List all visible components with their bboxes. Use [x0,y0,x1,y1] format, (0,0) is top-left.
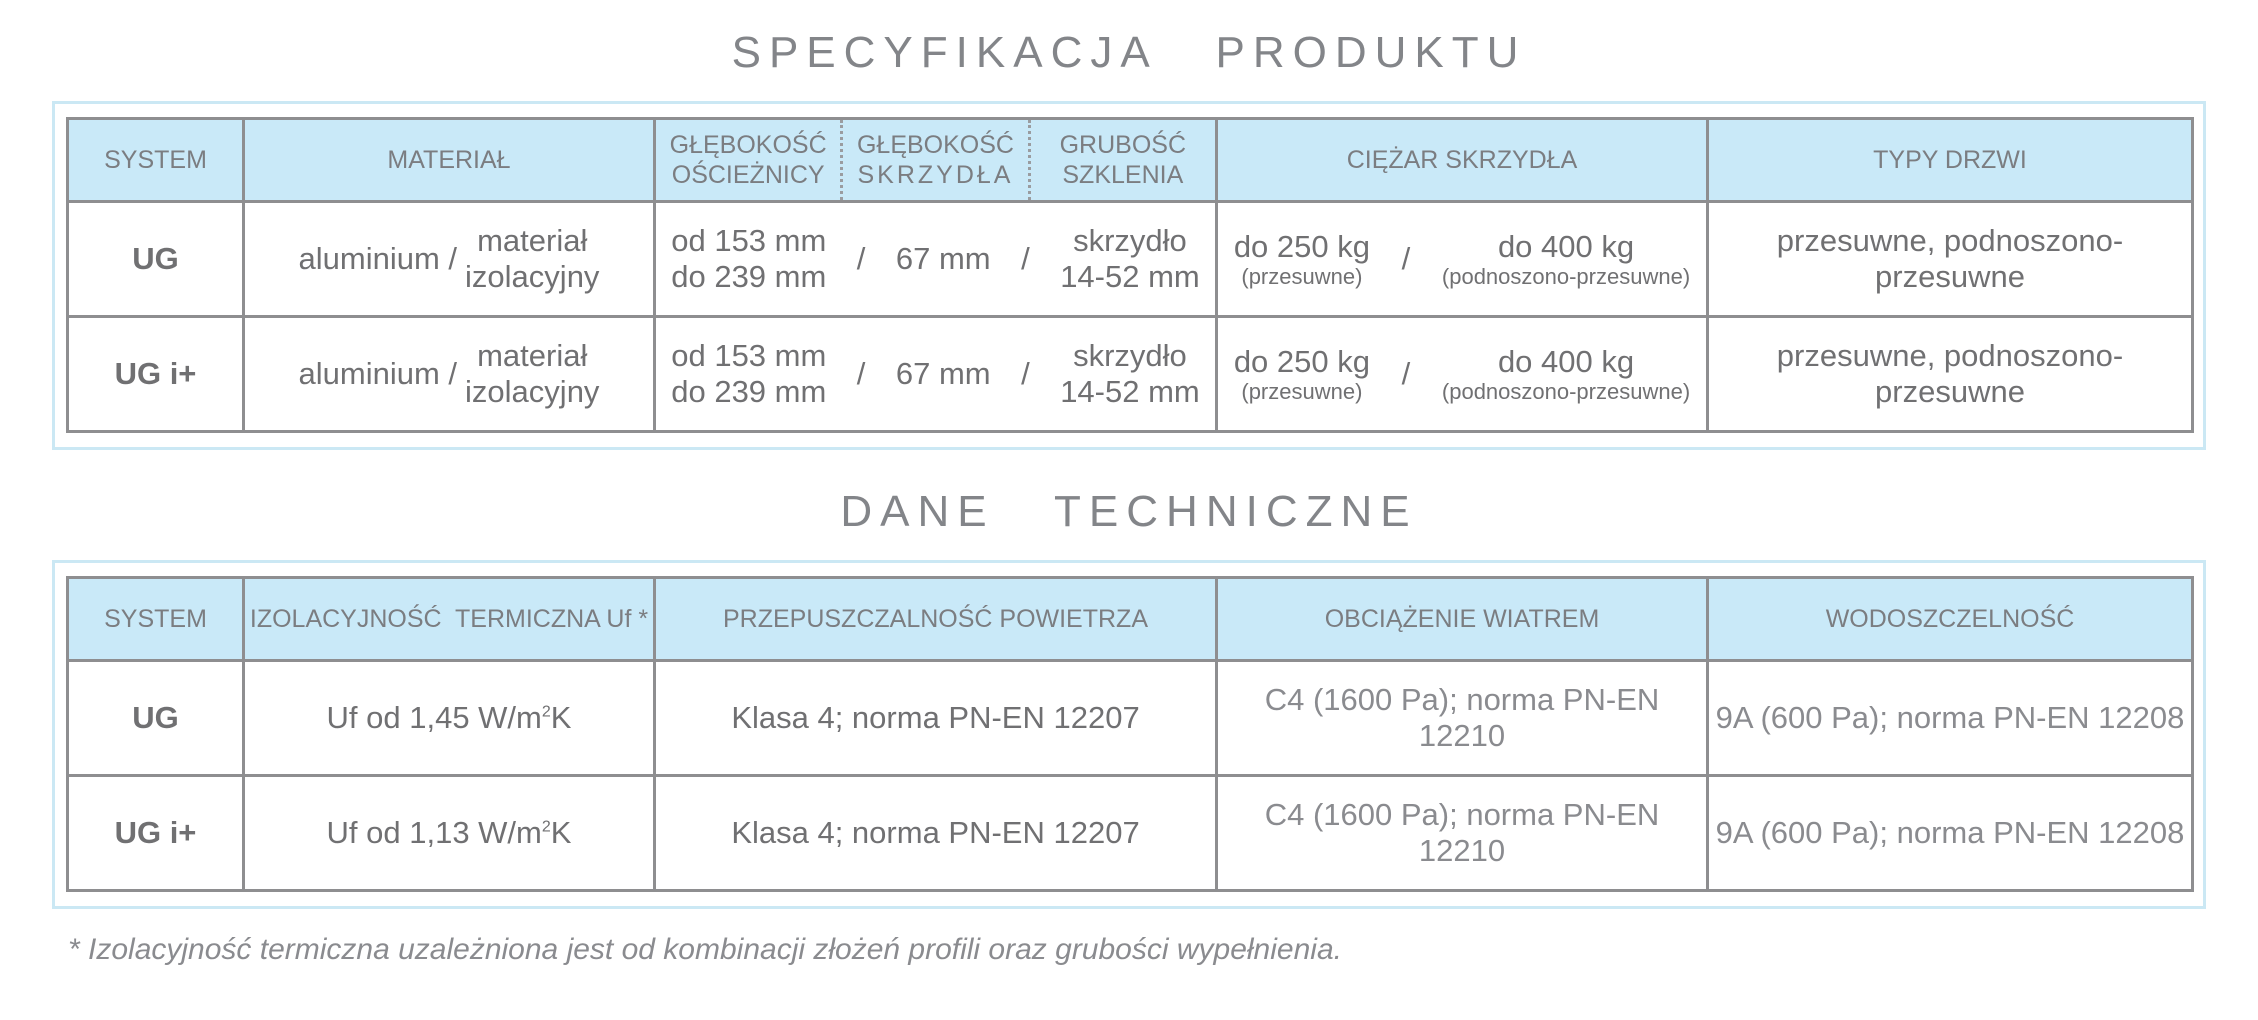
spec-dimensions-cell: od 153 mm do 239 mm / 67 mm / skrzydło 14-52 mm [655,317,1217,432]
tech-water-cell: 9A (600 Pa); norma PN-EN 12208 [1708,776,2193,891]
spec-header-system: SYSTEM [68,119,244,202]
spec-row-ug-plus [68,317,2193,432]
tech-air-cell: Klasa 4; norma PN-EN 12207 [655,776,1217,891]
tech-header-thermal: IZOLACYJNOŚĆ TERMICZNA Uf * [244,578,655,661]
spec-header-frame-depth: GŁĘBOKOŚĆ OŚCIEŻNICY [669,131,827,189]
tech-system-cell: UG i+ [68,776,244,891]
spec-material-cell: aluminium / materiał izolacyjny [244,317,655,432]
spec-header-weight: CIĘŻAR SKRZYDŁA [1217,119,1708,202]
tech-header-air: PRZEPUSZCZALNOŚĆ POWIETRZA [655,578,1217,661]
spec-header-door-types: TYPY DRZWI [1708,119,2193,202]
spec-dimensions-cell: od 153 mm do 239 mm / 67 mm / skrzydło 14-52 mm [655,202,1217,317]
spec-system-cell: UG i+ [68,317,244,432]
spec-door-types-cell: przesuwne, podnoszono-przesuwne [1708,202,2193,317]
tech-system-cell: UG [68,661,244,776]
spec-material-cell: aluminium / materiał izolacyjny [244,202,655,317]
tech-wind-cell: C4 (1600 Pa); norma PN-EN 12210 [1217,776,1708,891]
spec-header-sash-depth: GŁĘBOKOŚĆ SKRZYDŁA [840,120,1027,200]
tech-table [66,576,2194,892]
spec-table [66,117,2194,433]
tech-header-wind: OBCIĄŻENIE WIATREM [1217,578,1708,661]
spec-system-cell: UG [68,202,244,317]
tech-wind-cell: C4 (1600 Pa); norma PN-EN 12210 [1217,661,1708,776]
tech-water-cell: 9A (600 Pa); norma PN-EN 12208 [1708,661,2193,776]
footnote: * Izolacyjność termiczna uzależniona jest od kombinacji złożeń profili oraz grubości wypełnienia. [68,933,1342,966]
spec-title: SPECYFIKACJA PRODUKTU [731,28,1527,77]
spec-header-row [68,119,2193,202]
spec-header-dimensions [655,119,1217,202]
spec-weight-cell: do 250 kg (przesuwne) / do 400 kg (podnoszono-przesuwne) [1217,317,1708,432]
spec-header-material: MATERIAŁ [244,119,655,202]
tech-air-cell: Klasa 4; norma PN-EN 12207 [655,661,1217,776]
tech-header-row [68,578,2193,661]
tech-row-ug-plus [68,776,2193,891]
tech-thermal-cell: Uf od 1,45 $W/m^2K$ [244,661,655,776]
spec-weight-cell: do 250 kg (przesuwne) / do 400 kg (podnoszono-przesuwne) [1217,202,1708,317]
spec-header-glazing: GRUBOŚĆ SZKLENIA [1028,120,1215,200]
spec-door-types-cell: przesuwne, podnoszono-przesuwne [1708,317,2193,432]
tech-thermal-cell: Uf od 1,13 $W/m^2K$ [244,776,655,891]
tech-title: DANE TECHNICZNE [840,487,1418,536]
tech-header-system: SYSTEM [68,578,244,661]
tech-header-water: WODOSZCZELNOŚĆ [1708,578,2193,661]
tech-row-ug [68,661,2193,776]
spec-row-ug [68,202,2193,317]
